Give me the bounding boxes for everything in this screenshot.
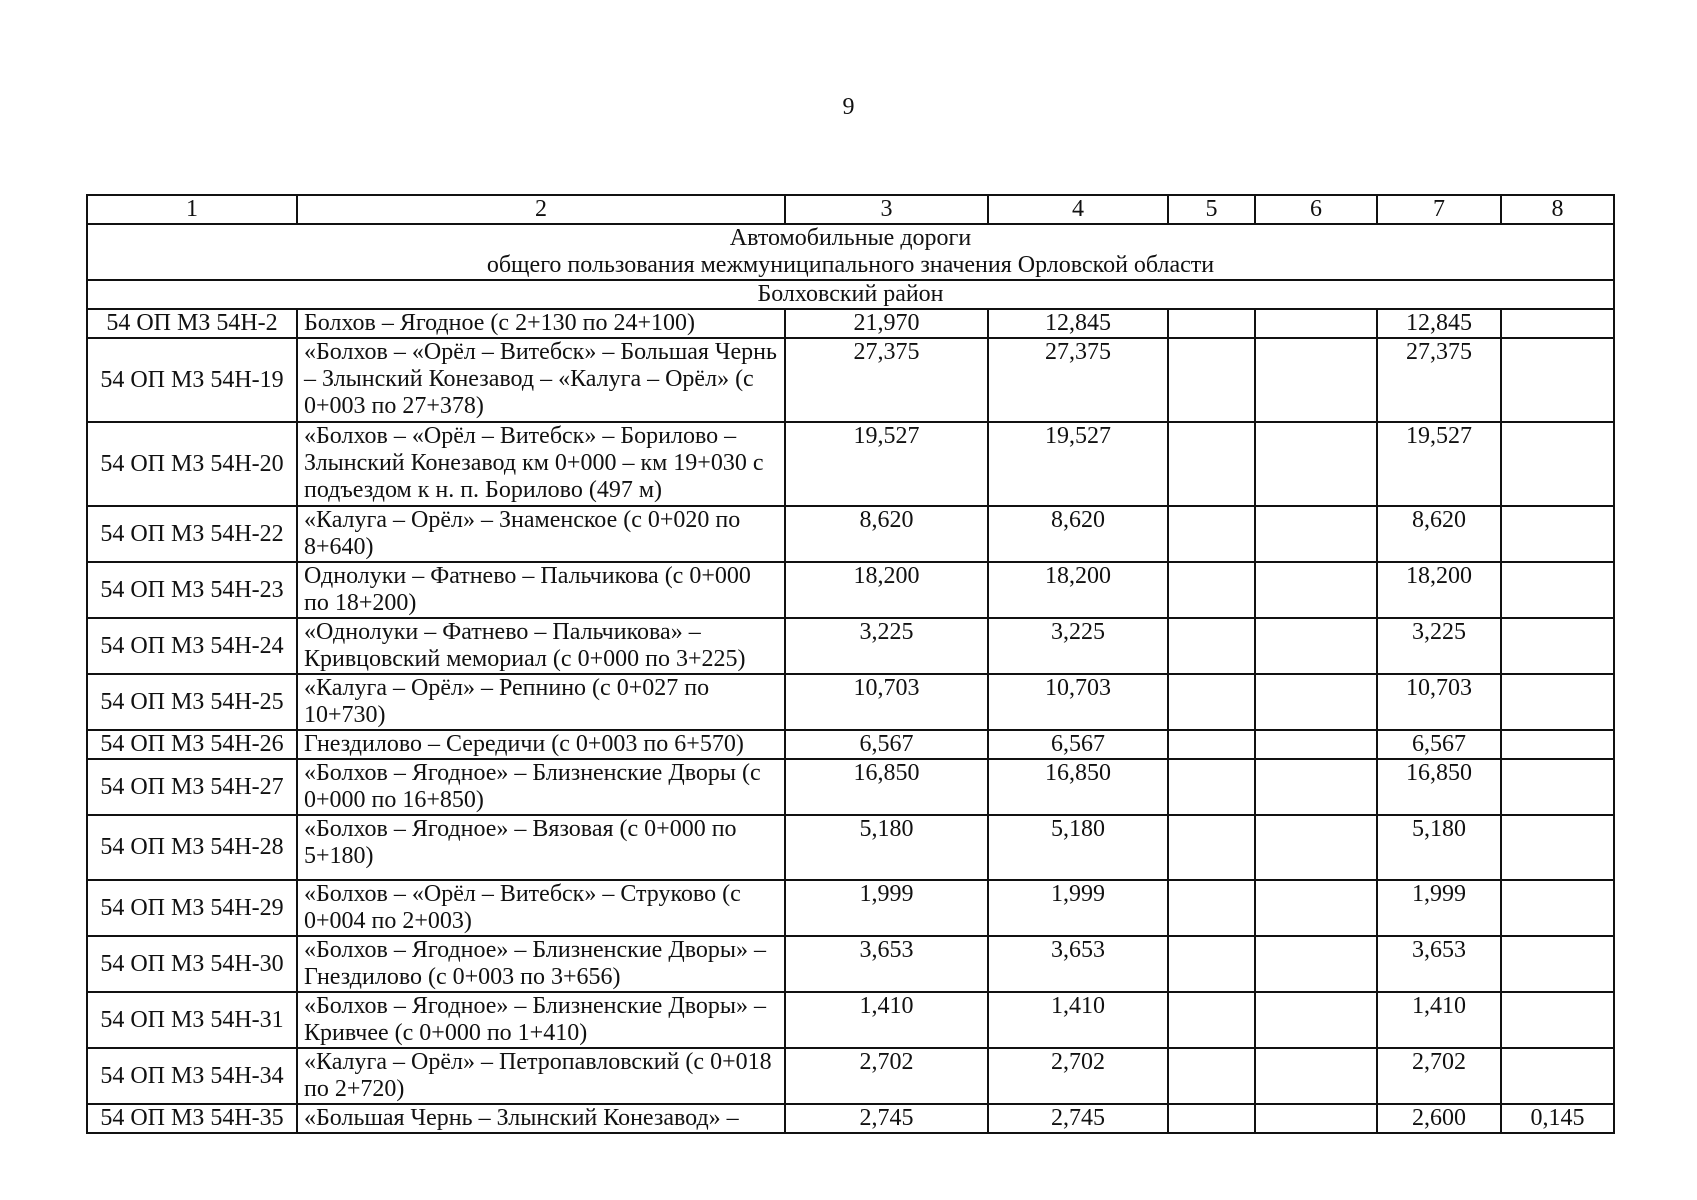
value-cell-col5 bbox=[1168, 506, 1255, 562]
road-code-cell: 54 ОП МЗ 54Н-34 bbox=[87, 1048, 297, 1104]
value-cell-col6 bbox=[1255, 422, 1377, 506]
value-cell-col6 bbox=[1255, 759, 1377, 815]
column-number-row bbox=[87, 195, 1614, 224]
road-name-cell: Гнездилово – Середичи (с 0+003 по 6+570) bbox=[297, 730, 785, 759]
road-name-cell: «Болхов – Ягодное» – Вязовая (с 0+000 по 5+180) bbox=[297, 815, 785, 880]
roads-table bbox=[86, 194, 1615, 1134]
road-name-cell: «Однолуки – Фатнево – Пальчикова» – Кривцовский мемориал (с 0+000 по 3+225) bbox=[297, 618, 785, 674]
road-code-cell: 54 ОП МЗ 54Н-28 bbox=[87, 815, 297, 880]
column-number: 5 bbox=[1168, 195, 1255, 224]
value-cell-col5 bbox=[1168, 309, 1255, 338]
value-cell-col7: 2,600 bbox=[1377, 1104, 1501, 1133]
value-cell-col3: 8,620 bbox=[785, 506, 988, 562]
road-name-cell: Болхов – Ягодное (с 2+130 по 24+100) bbox=[297, 309, 785, 338]
value-cell-col4: 2,702 bbox=[988, 1048, 1168, 1104]
road-name-cell: «Болхов – Ягодное» – Близненские Дворы» – Кривчее (с 0+000 по 1+410) bbox=[297, 992, 785, 1048]
value-cell-col6 bbox=[1255, 309, 1377, 338]
value-cell-col7: 12,845 bbox=[1377, 309, 1501, 338]
value-cell-col8 bbox=[1501, 674, 1614, 730]
value-cell-col4: 19,527 bbox=[988, 422, 1168, 506]
road-code-cell: 54 ОП МЗ 54Н-25 bbox=[87, 674, 297, 730]
value-cell-col6 bbox=[1255, 880, 1377, 936]
value-cell-col3: 27,375 bbox=[785, 338, 988, 422]
value-cell-col6 bbox=[1255, 338, 1377, 422]
table-row bbox=[87, 992, 1614, 1048]
value-cell-col3: 2,702 bbox=[785, 1048, 988, 1104]
value-cell-col3: 6,567 bbox=[785, 730, 988, 759]
value-cell-col4: 2,745 bbox=[988, 1104, 1168, 1133]
value-cell-col5 bbox=[1168, 422, 1255, 506]
road-code-cell: 54 ОП МЗ 54Н-22 bbox=[87, 506, 297, 562]
value-cell-col7: 3,225 bbox=[1377, 618, 1501, 674]
value-cell-col5 bbox=[1168, 815, 1255, 880]
value-cell-col6 bbox=[1255, 562, 1377, 618]
value-cell-col3: 19,527 bbox=[785, 422, 988, 506]
page-number: 9 bbox=[842, 94, 855, 120]
table-row bbox=[87, 618, 1614, 674]
value-cell-col7: 10,703 bbox=[1377, 674, 1501, 730]
column-number: 6 bbox=[1255, 195, 1377, 224]
value-cell-col4: 10,703 bbox=[988, 674, 1168, 730]
value-cell-col5 bbox=[1168, 730, 1255, 759]
value-cell-col6 bbox=[1255, 674, 1377, 730]
table-row bbox=[87, 309, 1614, 338]
road-name-cell: «Большая Чернь – Злынский Конезавод» – bbox=[297, 1104, 785, 1133]
value-cell-col7: 18,200 bbox=[1377, 562, 1501, 618]
road-code-cell: 54 ОП МЗ 54Н-24 bbox=[87, 618, 297, 674]
column-number: 3 bbox=[785, 195, 988, 224]
table-row bbox=[87, 759, 1614, 815]
road-code-cell: 54 ОП МЗ 54Н-35 bbox=[87, 1104, 297, 1133]
value-cell-col4: 6,567 bbox=[988, 730, 1168, 759]
value-cell-col3: 3,653 bbox=[785, 936, 988, 992]
value-cell-col5 bbox=[1168, 1048, 1255, 1104]
value-cell-col3: 2,745 bbox=[785, 1104, 988, 1133]
value-cell-col4: 12,845 bbox=[988, 309, 1168, 338]
value-cell-col5 bbox=[1168, 338, 1255, 422]
district-title: Болховский район bbox=[87, 280, 1614, 309]
value-cell-col7: 16,850 bbox=[1377, 759, 1501, 815]
value-cell-col6 bbox=[1255, 1048, 1377, 1104]
value-cell-col7: 6,567 bbox=[1377, 730, 1501, 759]
value-cell-col4: 8,620 bbox=[988, 506, 1168, 562]
road-code-cell: 54 ОП МЗ 54Н-19 bbox=[87, 338, 297, 422]
table-row bbox=[87, 338, 1614, 422]
table-row bbox=[87, 674, 1614, 730]
table-row bbox=[87, 815, 1614, 880]
value-cell-col7: 3,653 bbox=[1377, 936, 1501, 992]
value-cell-col8 bbox=[1501, 759, 1614, 815]
value-cell-col5 bbox=[1168, 618, 1255, 674]
value-cell-col8 bbox=[1501, 1048, 1614, 1104]
value-cell-col5 bbox=[1168, 562, 1255, 618]
road-code-cell: 54 ОП МЗ 54Н-31 bbox=[87, 992, 297, 1048]
table-row bbox=[87, 1048, 1614, 1104]
value-cell-col3: 3,225 bbox=[785, 618, 988, 674]
district-row bbox=[87, 280, 1614, 309]
value-cell-col8 bbox=[1501, 309, 1614, 338]
value-cell-col3: 18,200 bbox=[785, 562, 988, 618]
table-row bbox=[87, 730, 1614, 759]
value-cell-col4: 27,375 bbox=[988, 338, 1168, 422]
section-title-line: Автомобильные дороги bbox=[729, 225, 972, 251]
value-cell-col8 bbox=[1501, 936, 1614, 992]
value-cell-col6 bbox=[1255, 815, 1377, 880]
road-code-cell: 54 ОП МЗ 54Н-29 bbox=[87, 880, 297, 936]
column-number: 4 bbox=[988, 195, 1168, 224]
value-cell-col3: 10,703 bbox=[785, 674, 988, 730]
value-cell-col8 bbox=[1501, 880, 1614, 936]
value-cell-col5 bbox=[1168, 880, 1255, 936]
value-cell-col5 bbox=[1168, 674, 1255, 730]
value-cell-col8 bbox=[1501, 618, 1614, 674]
road-name-cell: «Болхов – «Орёл – Витебск» – Большая Чернь – Злынский Конезавод – «Калуга – Орёл» (с 0+003 по 27+378) bbox=[297, 338, 785, 422]
value-cell-col7: 27,375 bbox=[1377, 338, 1501, 422]
value-cell-col3: 1,999 bbox=[785, 880, 988, 936]
value-cell-col5 bbox=[1168, 759, 1255, 815]
road-name-cell: «Болхов – Ягодное» – Близненские Дворы» – Гнездилово (с 0+003 по 3+656) bbox=[297, 936, 785, 992]
value-cell-col8 bbox=[1501, 562, 1614, 618]
value-cell-col8: 0,145 bbox=[1501, 1104, 1614, 1133]
value-cell-col4: 1,410 bbox=[988, 992, 1168, 1048]
value-cell-col7: 8,620 bbox=[1377, 506, 1501, 562]
road-name-cell: «Калуга – Орёл» – Репнино (с 0+027 по 10+730) bbox=[297, 674, 785, 730]
value-cell-col4: 3,653 bbox=[988, 936, 1168, 992]
section-title-row bbox=[87, 224, 1614, 280]
road-code-cell: 54 ОП МЗ 54Н-26 bbox=[87, 730, 297, 759]
value-cell-col8 bbox=[1501, 992, 1614, 1048]
table-row bbox=[87, 422, 1614, 506]
value-cell-col7: 1,999 bbox=[1377, 880, 1501, 936]
value-cell-col8 bbox=[1501, 338, 1614, 422]
value-cell-col3: 21,970 bbox=[785, 309, 988, 338]
section-title-line: общего пользования межмуниципального значения Орловской области bbox=[486, 252, 1215, 278]
column-number: 8 bbox=[1501, 195, 1614, 224]
table-row bbox=[87, 1104, 1614, 1133]
road-name-cell: «Болхов – «Орёл – Витебск» – Борилово – Злынский Конезавод км 0+000 – км 19+030 с подъездом к н. п. Борилово (497 м) bbox=[297, 422, 785, 506]
road-code-cell: 54 ОП МЗ 54Н-20 bbox=[87, 422, 297, 506]
section-title bbox=[87, 224, 1614, 280]
value-cell-col5 bbox=[1168, 1104, 1255, 1133]
road-name-cell: «Калуга – Орёл» – Знаменское (с 0+020 по 8+640) bbox=[297, 506, 785, 562]
table-row bbox=[87, 936, 1614, 992]
value-cell-col5 bbox=[1168, 992, 1255, 1048]
value-cell-col6 bbox=[1255, 618, 1377, 674]
value-cell-col7: 2,702 bbox=[1377, 1048, 1501, 1104]
road-code-cell: 54 ОП МЗ 54Н-23 bbox=[87, 562, 297, 618]
value-cell-col4: 16,850 bbox=[988, 759, 1168, 815]
value-cell-col7: 5,180 bbox=[1377, 815, 1501, 880]
value-cell-col4: 5,180 bbox=[988, 815, 1168, 880]
road-name-cell: «Болхов – «Орёл – Витебск» – Струково (с 0+004 по 2+003) bbox=[297, 880, 785, 936]
value-cell-col3: 16,850 bbox=[785, 759, 988, 815]
value-cell-col6 bbox=[1255, 936, 1377, 992]
value-cell-col8 bbox=[1501, 815, 1614, 880]
road-name-cell: «Болхов – Ягодное» – Близненские Дворы (с 0+000 по 16+850) bbox=[297, 759, 785, 815]
value-cell-col7: 19,527 bbox=[1377, 422, 1501, 506]
road-name-cell: «Калуга – Орёл» – Петропавловский (с 0+018 по 2+720) bbox=[297, 1048, 785, 1104]
value-cell-col4: 3,225 bbox=[988, 618, 1168, 674]
table-row bbox=[87, 562, 1614, 618]
value-cell-col6 bbox=[1255, 992, 1377, 1048]
value-cell-col4: 18,200 bbox=[988, 562, 1168, 618]
value-cell-col8 bbox=[1501, 730, 1614, 759]
value-cell-col8 bbox=[1501, 422, 1614, 506]
value-cell-col7: 1,410 bbox=[1377, 992, 1501, 1048]
road-code-cell: 54 ОП МЗ 54Н-27 bbox=[87, 759, 297, 815]
column-number: 7 bbox=[1377, 195, 1501, 224]
value-cell-col6 bbox=[1255, 1104, 1377, 1133]
value-cell-col6 bbox=[1255, 730, 1377, 759]
table-row bbox=[87, 506, 1614, 562]
road-name-cell: Однолуки – Фатнево – Пальчикова (с 0+000 по 18+200) bbox=[297, 562, 785, 618]
table-row bbox=[87, 880, 1614, 936]
road-code-cell: 54 ОП МЗ 54Н-2 bbox=[87, 309, 297, 338]
column-number: 2 bbox=[297, 195, 785, 224]
value-cell-col6 bbox=[1255, 506, 1377, 562]
value-cell-col3: 1,410 bbox=[785, 992, 988, 1048]
value-cell-col3: 5,180 bbox=[785, 815, 988, 880]
value-cell-col8 bbox=[1501, 506, 1614, 562]
road-code-cell: 54 ОП МЗ 54Н-30 bbox=[87, 936, 297, 992]
value-cell-col5 bbox=[1168, 936, 1255, 992]
column-number: 1 bbox=[87, 195, 297, 224]
value-cell-col4: 1,999 bbox=[988, 880, 1168, 936]
